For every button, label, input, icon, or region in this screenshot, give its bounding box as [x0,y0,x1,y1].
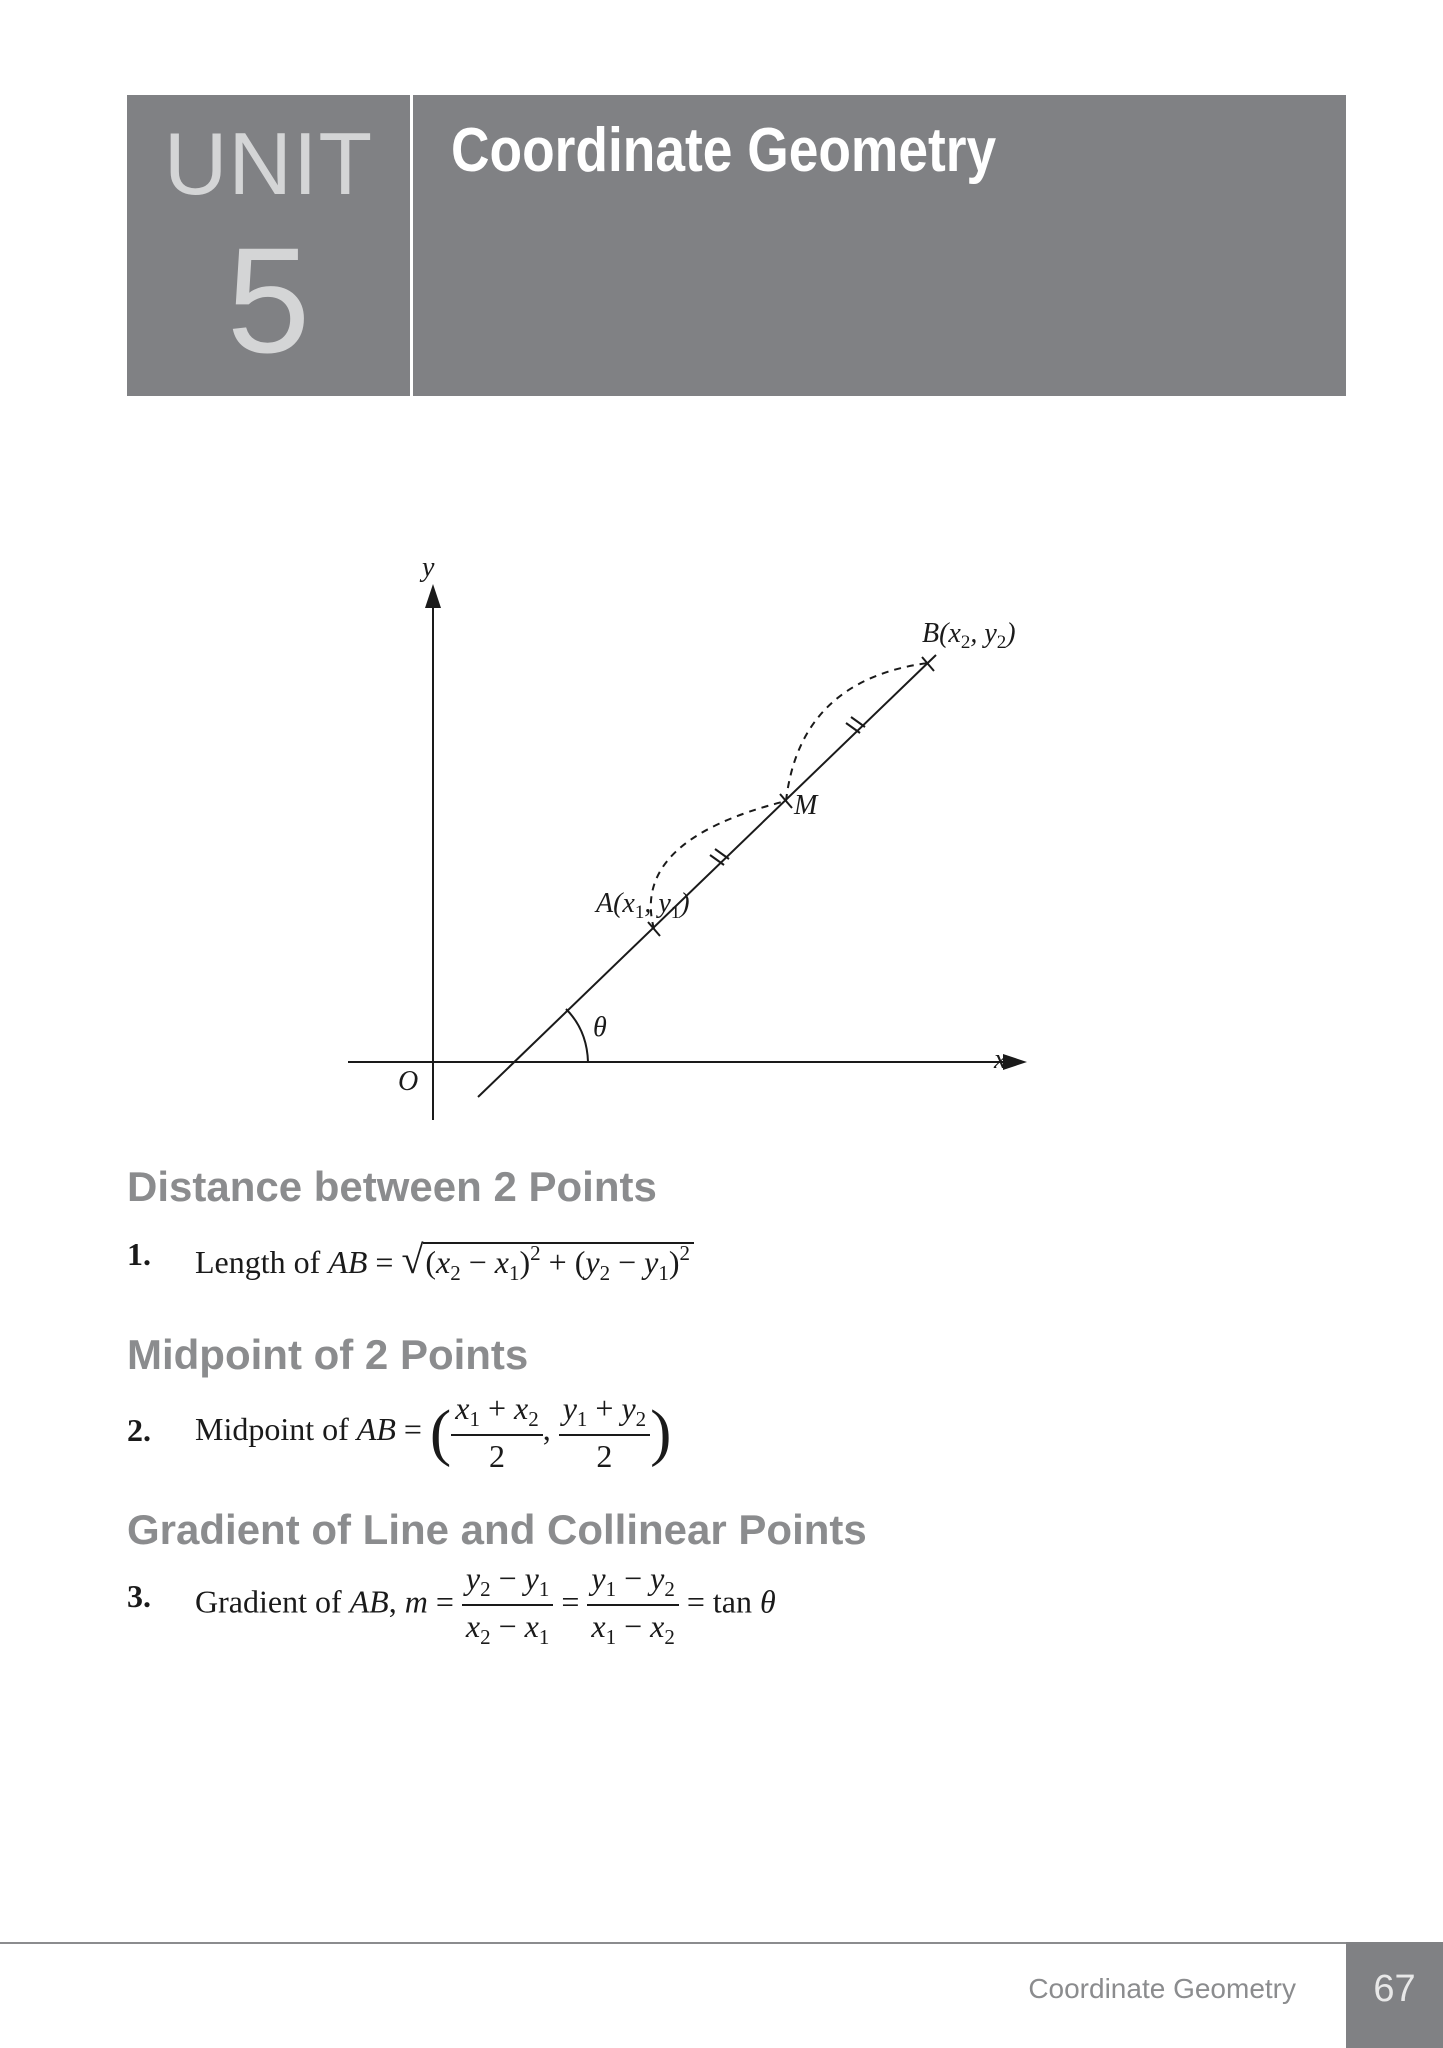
double-tick-mb-1 [846,723,860,733]
page-number: 67 [1373,1968,1416,2010]
formula-number: 1. [127,1236,151,1272]
formula-number: 2. [127,1412,151,1448]
formula-body: Gradient of AB, m = $\frac{y_2 - y_1}{x_2 - x_1}$ = $\frac{y_1 - y_2}{x_1 - x_2}$ = tan θ [195,1560,776,1649]
unit-label: UNIT [163,114,374,213]
heading-midpoint: Midpoint of 2 Points [127,1331,529,1378]
unit-badge [127,95,410,396]
title-banner [413,95,1346,396]
formula-number: 3. [127,1578,151,1614]
page-number-box [1346,1942,1443,2048]
heading-gradient: Gradient of Line and Collinear Points [127,1506,867,1553]
origin-label: O [398,1066,419,1097]
double-tick-mb-2 [851,717,865,727]
angle-arc [566,1009,588,1062]
x-axis-label: x [994,1044,1007,1075]
point-b-label: $B(x_2$, $y_2$) [922,618,1016,653]
double-tick-am-2 [715,849,729,859]
unit-number: 5 [226,216,311,384]
y-axis-label: y [422,552,435,583]
line-ab [478,655,936,1097]
formula-body: Midpoint of AB = ( $\frac{x_1 + x_2}{2}$ , $\frac{y_1 + y_2}{2}$ ) [195,1390,672,1474]
x-axis-arrow [1003,1054,1027,1070]
page-title: Coordinate Geometry [451,116,997,185]
coordinate-diagram [330,540,1050,1120]
point-a-label: $A(x_1$, $y_1$) [596,888,690,923]
angle-label: θ [593,1012,607,1043]
footer-title: Coordinate Geometry [1028,1973,1296,2004]
footer-rule [0,1942,1346,1944]
double-tick-am-1 [710,855,724,865]
midpoint-label: M [794,790,818,821]
y-axis-arrow [425,584,441,608]
heading-distance: Distance between 2 Points [127,1163,657,1210]
formula-body: Length of AB = $√(x_2 - x_1)^2 + (y_2 - y_1)^2$ [195,1236,694,1286]
